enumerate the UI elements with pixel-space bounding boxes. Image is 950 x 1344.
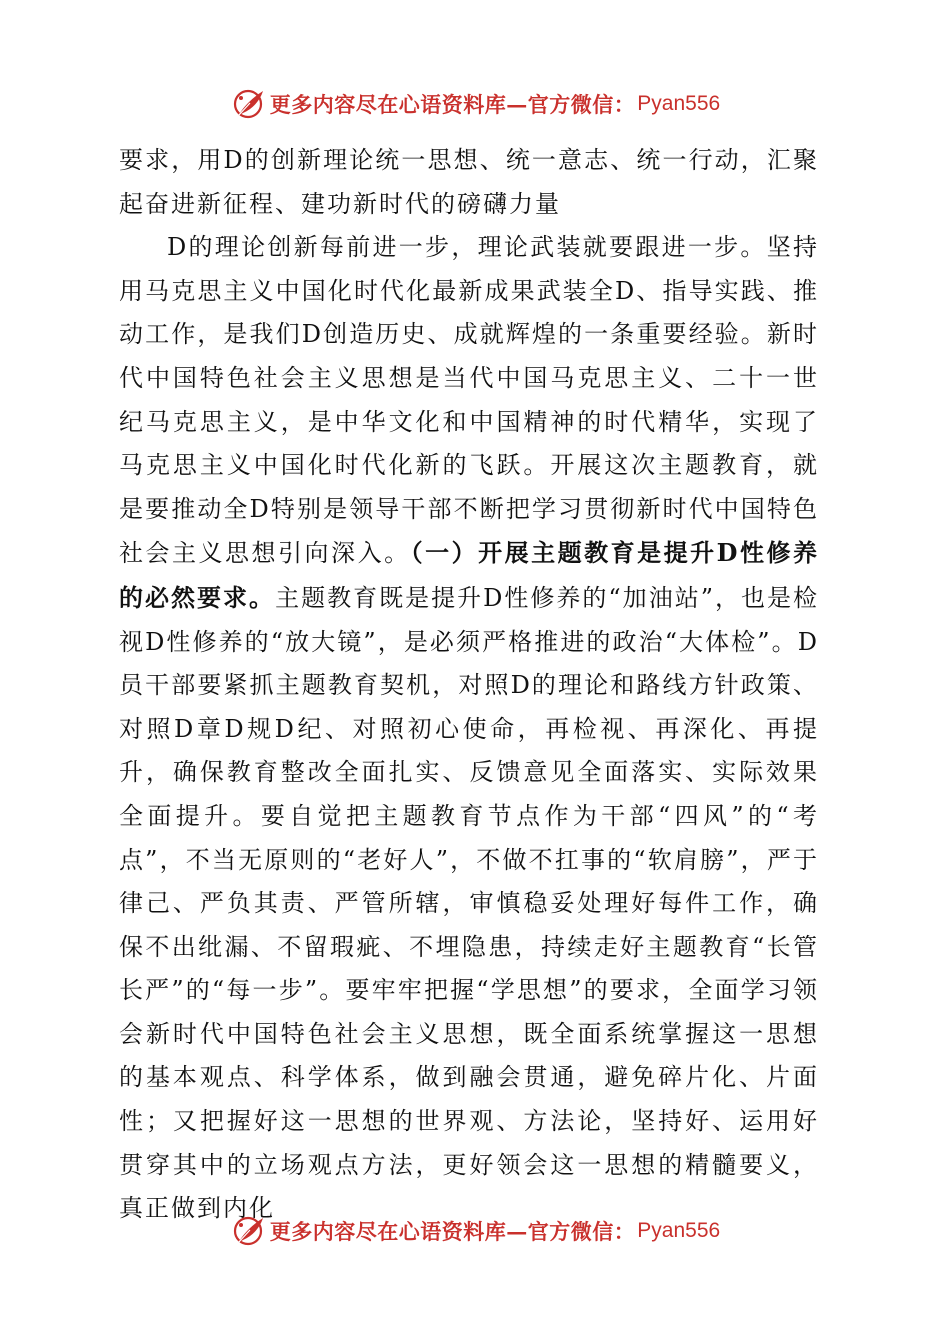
paragraph: 要求，用D的创新理论统一思想、统一意志、统一行动，汇聚起奋进新征程、建功新时代的磅礴力量 xyxy=(119,146,819,218)
quill-pen-logo-icon xyxy=(230,86,266,122)
document-body xyxy=(119,139,819,1231)
paragraph-body: 主题教育既是提升D性修养的“加油站”，也是检视D性修养的“放大镜”，是必须严格推进的政治“大体检”。D员干部要紧抓主题教育契机，对照D的理论和路线方针政策、对照D章D规D纪、对照初心使命，再检视、再深化、再提升，确保教育整改全面扎实、反馈意见全面落实、实际效果全面提升。要自觉把主题教育节点作为干部“四风”的“考点”，不当无原则的“老好人”，不做不扛事的“软肩膀”，严于律己、严负其责、严管所辖，审慎稳妥处理好每件工作，确保不出纰漏、不留瑕疵、不埋隐患，持续走好主题教育“长管长严”的“每一步”。要牢牢把握“学思想”的要求，全面学习领会新时代中国特色社会主义思想，既全面系统掌握这一思想的基本观点、科学体系，做到融会贯通，避免碎片化、片面性；又把握好这一思想的世界观、方法论，坚持好、运用好贯穿其中的立场观点方法，更好领会这一思想的精髓要义，真正做到内化 xyxy=(119,583,820,1223)
banner-text: 更多内容尽在心语资料库—官方微信： xyxy=(269,1219,636,1244)
footer-banner xyxy=(0,1211,950,1251)
header-banner xyxy=(0,84,950,124)
section-heading: （一）开展主题教育是提升D性修养的必然要求。 xyxy=(119,538,820,612)
banner-handle: Pyan556 xyxy=(637,92,721,115)
banner-handle: Pyan556 xyxy=(637,1219,721,1242)
paragraph xyxy=(119,226,819,1231)
paragraph-intro: D的理论创新每前进一步，理论武装就要跟进一步。坚持用马克思主义中国化时代化最新成果武装全D、指导实践、推动工作，是我们D创造历史、成就辉煌的一条重要经验。新时代中国特色社会主义思想是当代中国马克思主义、二十一世纪马克思主义，是中华文化和中国精神的时代精华，实现了马克思主义中国化时代化新的飞跃。开展这次主题教育，就是要推动全D特别是领导干部不断把学习贯彻新时代中国特色社会主义思想引向深入。 xyxy=(119,233,819,568)
quill-pen-logo-icon xyxy=(230,1213,266,1249)
banner-text: 更多内容尽在心语资料库—官方微信： xyxy=(269,92,636,117)
